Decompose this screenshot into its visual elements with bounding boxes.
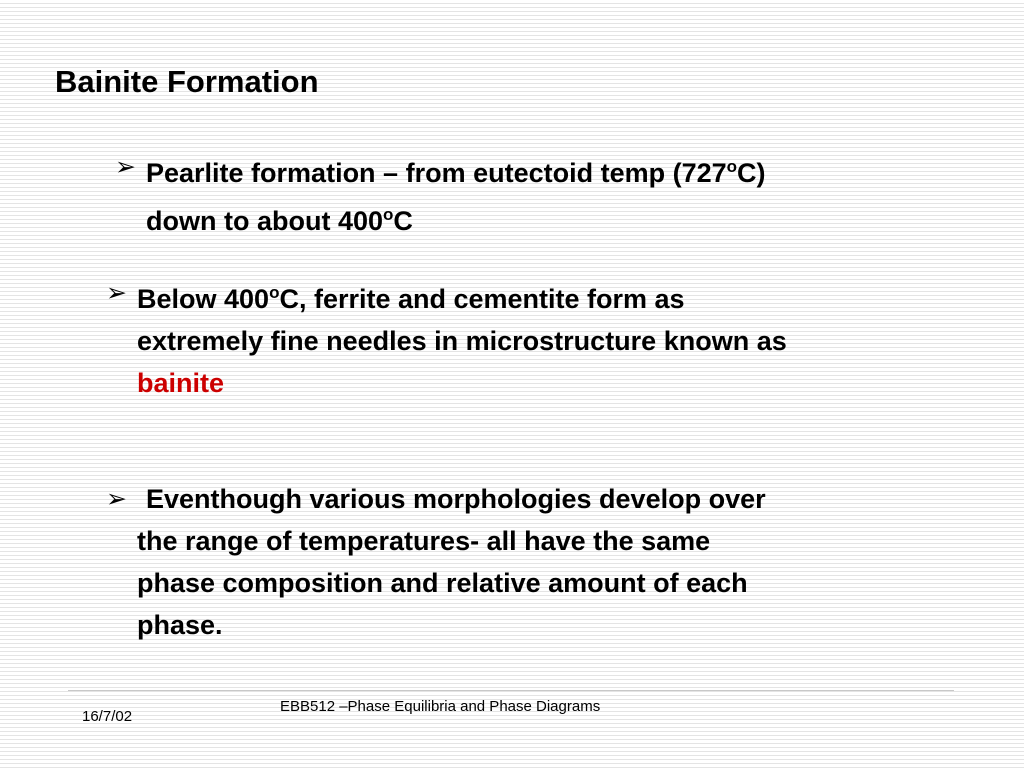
bullet-line: down to about 400$^o$C	[146, 205, 413, 236]
bullet-line: extremely fine needles in microstructure known as	[137, 326, 787, 356]
bullet-line: Below 400$^o$C, ferrite and cementite form as	[137, 283, 685, 314]
bainite-keyword: bainite	[137, 368, 225, 398]
bullet-below-400	[106, 272, 787, 404]
footer-date: 16/7/02	[82, 708, 133, 725]
bullet-pearlite	[115, 146, 766, 242]
bullet-morphologies	[106, 478, 766, 646]
arrow-bullet-icon: ➢	[106, 485, 127, 513]
bullet-line: Eventhough various morphologies develop over	[146, 484, 766, 514]
bullet-line: phase.	[137, 610, 223, 640]
footer-divider	[68, 690, 954, 691]
slide-title: Bainite Formation	[55, 64, 319, 99]
bullet-line: Pearlite formation – from eutectoid temp (727$^o$C)	[146, 157, 766, 188]
footer-course-title: EBB512 –Phase Equilibria and Phase Diagrams	[280, 698, 601, 715]
arrow-bullet-icon: ➢	[106, 279, 127, 307]
bullet-line: phase composition and relative amount of each	[137, 568, 748, 598]
arrow-bullet-icon: ➢	[115, 153, 136, 181]
bullet-line: the range of temperatures- all have the same	[137, 526, 711, 556]
